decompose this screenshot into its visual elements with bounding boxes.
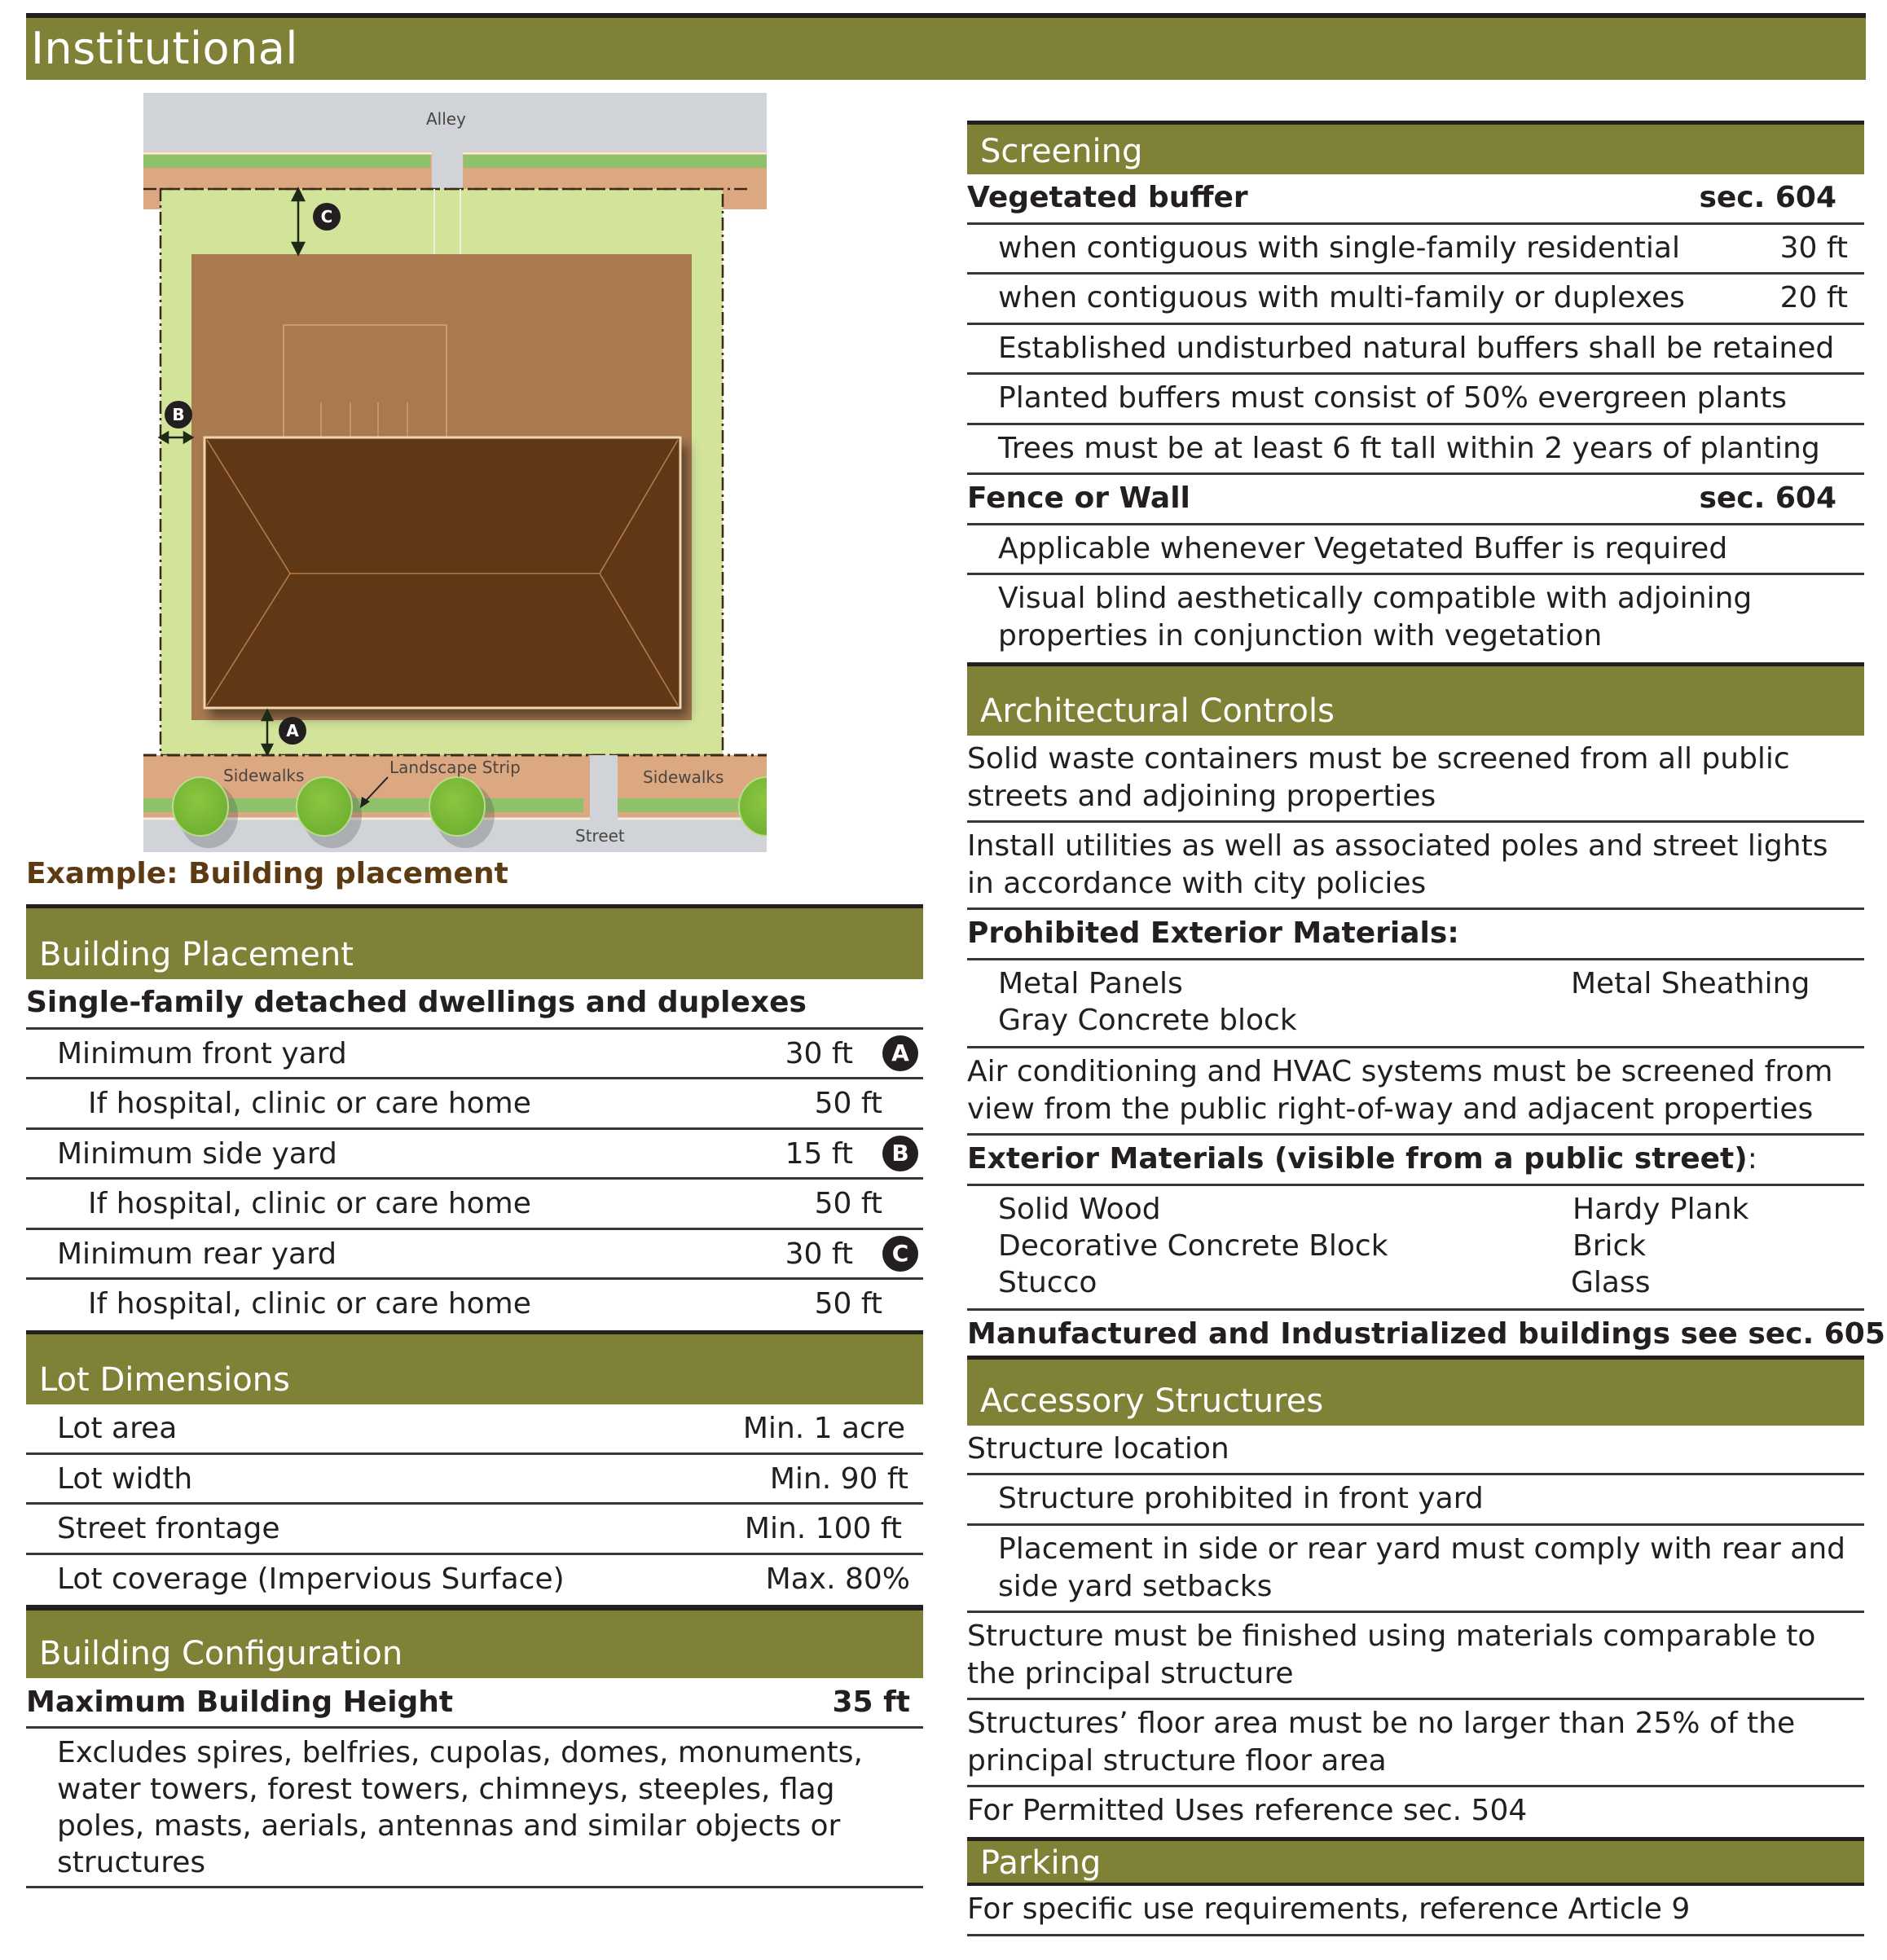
section-title: Parking <box>980 1844 1102 1882</box>
row-label: Structure must be finished using materials comparable to the principal structure <box>967 1619 1816 1690</box>
row-value: 50 ft <box>814 1187 882 1220</box>
row-label: Placement in side or rear yard must comply with rear and side yard setbacks <box>998 1532 1846 1603</box>
manufactured-row <box>967 1311 1885 1362</box>
row-value: 50 ft <box>814 1287 882 1321</box>
row-label: Minimum rear yard <box>57 1237 337 1271</box>
alley-driveway <box>432 152 463 189</box>
lot-dimensions-header <box>26 1330 923 1404</box>
row-label: Maximum Building Height <box>26 1685 454 1719</box>
fence-row <box>967 475 1864 525</box>
marker-a-badge-icon: A <box>882 1035 918 1071</box>
left-column <box>26 904 923 1890</box>
table-row <box>967 575 1864 662</box>
table-row <box>26 1280 923 1330</box>
page-banner <box>26 18 1866 80</box>
marker-a-icon: A <box>279 717 306 745</box>
row-label: when contiguous with multi-family or duplexes <box>998 281 1685 314</box>
material-item: Solid Wood <box>998 1193 1161 1226</box>
table-row <box>967 325 1864 375</box>
section-title: Building Configuration <box>39 1635 403 1672</box>
row-value: 20 ft <box>1779 281 1848 314</box>
row-label: Minimum side yard <box>57 1137 337 1171</box>
table-row <box>26 1130 923 1180</box>
row-value: Max. 80% <box>765 1562 910 1596</box>
row-value: 15 ft <box>785 1137 853 1171</box>
row-label: Prohibited Exterior Materials: <box>967 916 1459 950</box>
row-label: Lot coverage (Impervious Surface) <box>57 1562 565 1596</box>
right-column <box>967 121 1885 1945</box>
vegetated-buffer-row <box>967 174 1864 225</box>
table-row <box>967 1526 1864 1613</box>
table-row <box>967 1886 1864 1936</box>
row-label: Solid waste containers must be screened from all public streets and adjoining properties <box>967 742 1790 813</box>
row-value: sec. 604 <box>1699 181 1836 214</box>
marker-b-icon: B <box>165 401 192 428</box>
table-row <box>967 823 1864 910</box>
excludes-text: Excludes spires, belfries, cupolas, domes, monuments, water towers, forest towers, chimneys, steeples, flag poles, masts, aerials, antennas and similar objects or structures <box>57 1736 863 1879</box>
alley-landscape-strip-left <box>143 155 430 168</box>
row-value: Min. 100 ft <box>744 1512 902 1545</box>
section-title: Architectural Controls <box>980 692 1335 730</box>
street-label: Street <box>575 826 625 846</box>
sidewalks-left-label: Sidewalks <box>223 766 305 785</box>
table-row <box>26 1030 923 1079</box>
diagram-caption: Example: Building placement <box>26 857 508 890</box>
marker-b-badge-icon: B <box>882 1136 918 1171</box>
row-label: If hospital, clinic or care home <box>88 1187 531 1220</box>
row-label: Exterior Materials (visible from a public street) <box>967 1142 1748 1176</box>
row-value: 50 ft <box>814 1087 882 1120</box>
table-row <box>26 1079 923 1130</box>
table-row <box>967 1700 1864 1787</box>
alley-label: Alley <box>426 109 466 129</box>
material-item: Metal Panels <box>998 967 1183 1000</box>
section-title: Lot Dimensions <box>39 1361 290 1399</box>
table-row <box>26 1230 923 1280</box>
building-placement-diagram <box>143 93 767 852</box>
parking-header <box>967 1837 1864 1886</box>
row-label: Install utilities as well as associated poles and street lights in accordance with city policies <box>967 829 1828 900</box>
building-configuration-header <box>26 1605 923 1678</box>
street-driveway <box>590 755 618 820</box>
table-row <box>967 1475 1864 1526</box>
row-value: 30 ft <box>1779 231 1848 265</box>
row-value: Min. 1 acre <box>742 1412 905 1445</box>
material-item: Metal Sheathing <box>1571 967 1810 1000</box>
row-label: Structures’ floor area must be no larger than 25% of the principal structure floor area <box>967 1707 1796 1778</box>
table-row <box>967 425 1864 475</box>
building-placement-subheader <box>26 979 923 1030</box>
row-label: Structure prohibited in front yard <box>998 1482 1484 1515</box>
material-item: Glass <box>1571 1266 1651 1299</box>
material-item: Decorative Concrete Block <box>998 1229 1388 1263</box>
row-value: sec. 604 <box>1699 481 1836 515</box>
row-label: Established undisturbed natural buffers shall be retained <box>998 332 1835 365</box>
table-row <box>967 1048 1864 1136</box>
table-row <box>26 1404 923 1455</box>
material-item: Hardy Plank <box>1572 1193 1749 1226</box>
row-label: Fence or Wall <box>967 481 1190 515</box>
max-height-row <box>26 1678 923 1729</box>
row-value: Min. 90 ft <box>769 1462 908 1496</box>
row-label: Air conditioning and HVAC systems must be screened from view from the public right-of-way and adjacent properties <box>967 1055 1833 1126</box>
table-row <box>967 525 1864 575</box>
material-item: Stucco <box>998 1266 1097 1299</box>
section-title: Accessory Structures <box>980 1382 1324 1420</box>
excludes-row <box>26 1729 923 1888</box>
row-label: Visual blind aesthetically compatible with adjoining properties in conjunction with vegetation <box>998 582 1753 653</box>
row-label: Planted buffers must consist of 50% evergreen plants <box>998 381 1788 415</box>
row-label: For specific use requirements, reference Article 9 <box>967 1892 1691 1926</box>
section-title: Building Placement <box>39 936 354 973</box>
table-row <box>967 275 1864 325</box>
table-row <box>967 375 1864 425</box>
exterior-label-row <box>967 1136 1864 1186</box>
table-row <box>26 1455 923 1505</box>
building-placement-header <box>26 904 923 979</box>
material-item: Brick <box>1572 1229 1647 1263</box>
building-roof <box>205 437 680 708</box>
row-label: Lot area <box>57 1412 178 1445</box>
row-label: Single-family detached dwellings and duplexes <box>26 986 807 1019</box>
row-label: Trees must be at least 6 ft tall within 2 years of planting <box>998 432 1820 465</box>
accessory-structures-header <box>967 1356 1864 1426</box>
marker-c-icon: C <box>313 203 341 231</box>
table-row <box>967 1613 1864 1700</box>
screening-header <box>967 121 1864 174</box>
material-item: Gray Concrete block <box>998 1004 1297 1037</box>
row-label: Manufactured and Industrialized buildings see sec. 605 <box>967 1317 1885 1351</box>
row-label: Applicable whenever Vegetated Buffer is required <box>998 532 1728 565</box>
table-row <box>26 1505 923 1555</box>
table-row <box>26 1555 923 1605</box>
landscape-strip-label: Landscape Strip <box>389 758 521 777</box>
row-label: Minimum front yard <box>57 1037 347 1070</box>
section-title: Screening <box>980 133 1143 170</box>
table-row <box>967 1426 1864 1475</box>
row-value: 30 ft <box>785 1037 853 1070</box>
table-row <box>967 225 1864 275</box>
sidewalks-right-label: Sidewalks <box>643 767 724 787</box>
row-label: If hospital, clinic or care home <box>88 1087 531 1120</box>
row-label: Lot width <box>57 1462 193 1496</box>
row-label: Street frontage <box>57 1512 280 1545</box>
row-label-colon: : <box>1747 1142 1757 1176</box>
site-plan-drawing <box>143 93 767 852</box>
row-label: For Permitted Uses reference sec. 504 <box>967 1794 1528 1827</box>
row-label: Structure location <box>967 1432 1229 1466</box>
table-row <box>967 736 1864 823</box>
prohibited-materials-row <box>967 960 1864 1048</box>
page-title: Institutional <box>31 23 298 74</box>
row-label: Vegetated buffer <box>967 181 1248 214</box>
prohibited-label-row <box>967 910 1864 960</box>
row-label: If hospital, clinic or care home <box>88 1287 531 1321</box>
marker-c-badge-icon: C <box>882 1236 918 1272</box>
row-label: when contiguous with single-family residential <box>998 231 1680 265</box>
architectural-controls-header <box>967 662 1864 736</box>
table-row <box>26 1180 923 1230</box>
row-value: 35 ft <box>832 1685 910 1719</box>
alley-landscape-strip-right <box>464 155 767 168</box>
exterior-materials-row <box>967 1186 1864 1311</box>
row-value: 30 ft <box>785 1237 853 1271</box>
table-row <box>967 1787 1864 1837</box>
